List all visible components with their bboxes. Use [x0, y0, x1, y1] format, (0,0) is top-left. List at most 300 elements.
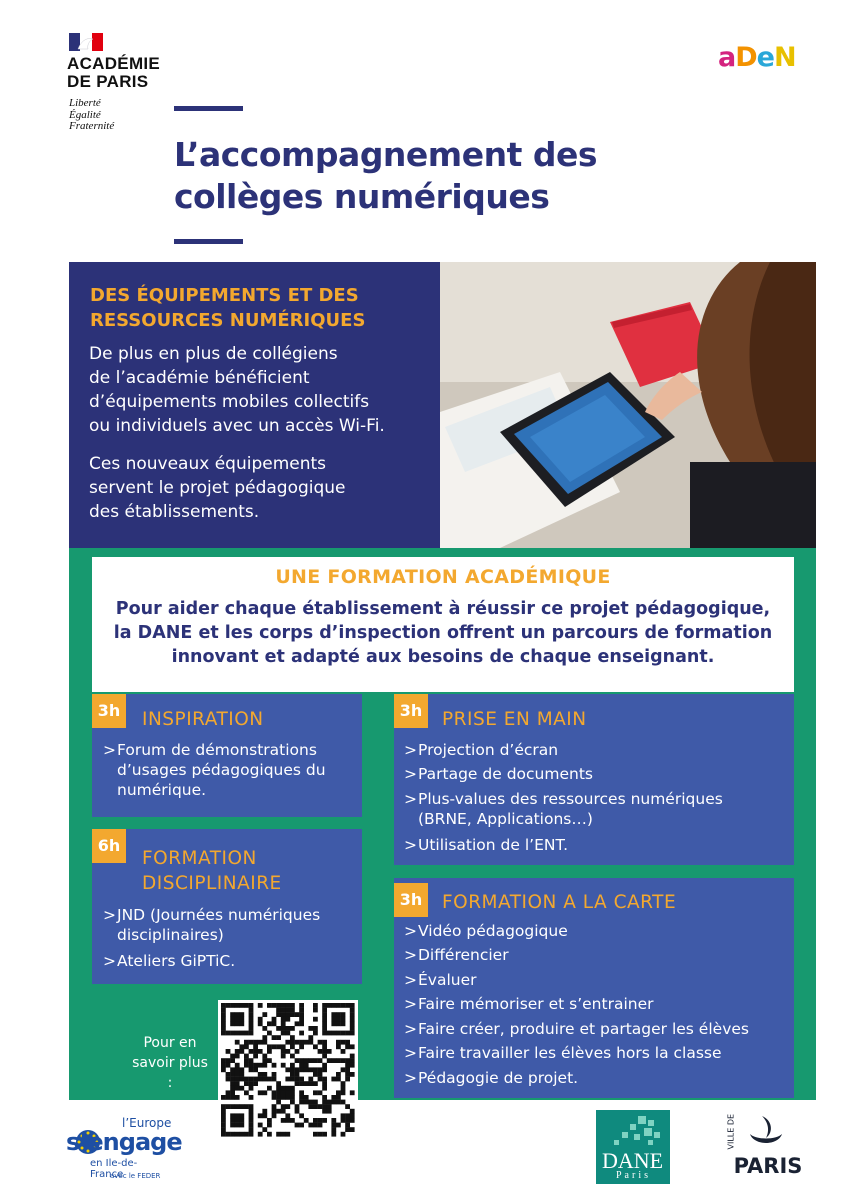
qr-module: [235, 1077, 240, 1082]
list-item: >Pédagogie de projet.: [404, 1069, 579, 1087]
qr-module: [249, 1081, 254, 1086]
qr-module: [331, 1118, 336, 1123]
qr-module: [327, 1058, 332, 1063]
qr-module: [226, 1132, 231, 1137]
qr-module: [299, 1031, 304, 1036]
qr-module: [281, 1109, 286, 1114]
qr-module: [290, 1003, 295, 1008]
qr-module: [322, 1003, 327, 1008]
qr-module: [226, 1072, 231, 1077]
qr-module: [267, 1086, 272, 1091]
qr-module: [249, 1077, 254, 1082]
qr-module: [295, 1109, 300, 1114]
list-item: >Projection d’écran: [404, 741, 559, 759]
qr-module: [272, 1095, 277, 1100]
qr-module: [276, 1081, 281, 1086]
qr-module: [230, 1031, 235, 1036]
qr-module: [322, 1040, 327, 1045]
equipment-paragraph-1: De plus en plus de collégiens de l’académie bénéficient d’équipements mobiles collectifs ou individuels avec un accès Wi-Fi.: [89, 344, 385, 436]
qr-module: [267, 1118, 272, 1123]
duration-badge: 6h: [92, 829, 126, 863]
qr-module: [345, 1118, 350, 1123]
qr-module: [226, 1090, 231, 1095]
qr-module: [345, 1058, 350, 1063]
qr-module: [272, 1109, 277, 1114]
qr-module: [267, 1058, 272, 1063]
qr-module: [281, 1118, 286, 1123]
qr-module: [313, 1044, 318, 1049]
qr-module: [318, 1132, 323, 1137]
qr-module: [290, 1100, 295, 1105]
qr-module: [350, 1008, 355, 1013]
list-item: >Ateliers GiPTiC.: [103, 952, 236, 970]
qr-module: [322, 1008, 327, 1013]
qr-module: [336, 1021, 341, 1026]
qr-module: [318, 1072, 323, 1077]
qr-module: [239, 1104, 244, 1109]
qr-module: [230, 1090, 235, 1095]
qr-module: [258, 1049, 263, 1054]
qr-module: [341, 1086, 346, 1091]
qr-module: [299, 1021, 304, 1026]
qr-module: [350, 1021, 355, 1026]
qr-module: [230, 1095, 235, 1100]
qr-module: [290, 1026, 295, 1031]
qr-module: [221, 1113, 226, 1118]
qr-module: [226, 1095, 231, 1100]
qr-module: [258, 1021, 263, 1026]
qr-module: [336, 1123, 341, 1128]
qr-module: [341, 1049, 346, 1054]
list-item: >Vidéo pédagogique: [404, 922, 568, 940]
qr-module: [285, 1003, 290, 1008]
qr-module: [285, 1077, 290, 1082]
qr-module: [281, 1049, 286, 1054]
qr-module: [253, 1049, 258, 1054]
qr-module: [235, 1072, 240, 1077]
qr-module: [249, 1017, 254, 1022]
qr-module: [281, 1095, 286, 1100]
qr-module: [239, 1012, 244, 1017]
qr-module: [244, 1081, 249, 1086]
title-rule-top: [174, 106, 243, 111]
qr-module: [221, 1031, 226, 1036]
qr-module: [276, 1035, 281, 1040]
qr-module: [221, 1003, 226, 1008]
qr-module: [304, 1040, 309, 1045]
qr-module: [249, 1049, 254, 1054]
qr-module: [239, 1123, 244, 1128]
qr-module: [322, 1063, 327, 1068]
qr-module: [313, 1003, 318, 1008]
qr-module: [290, 1054, 295, 1059]
duration-badge: 3h: [92, 694, 126, 728]
qr-module: [262, 1113, 267, 1118]
qr-code-icon: [218, 1000, 358, 1142]
qr-module: [290, 1086, 295, 1091]
qr-module: [276, 1044, 281, 1049]
qr-module: [258, 1072, 263, 1077]
europe-feder: avec le FEDER: [110, 1172, 161, 1180]
qr-module: [318, 1049, 323, 1054]
qr-module: [221, 1058, 226, 1063]
qr-module: [235, 1095, 240, 1100]
qr-module: [350, 1063, 355, 1068]
qr-module: [281, 1021, 286, 1026]
qr-module: [226, 1077, 231, 1082]
qr-module: [322, 1026, 327, 1031]
qr-module: [239, 1049, 244, 1054]
qr-module: [235, 1123, 240, 1128]
qr-module: [239, 1017, 244, 1022]
card-title: FORMATION A LA CARTE: [442, 892, 677, 913]
formation-description: Pour aider chaque établissement à réussir ce projet pédagogique, la DANE et les corps d’inspection offrent un parcours de formation innovant et adapté aux besoins de chaque enseignant.: [113, 599, 773, 667]
qr-module: [322, 1109, 327, 1114]
qr-module: [276, 1008, 281, 1013]
qr-module: [221, 1012, 226, 1017]
duration-badge: 3h: [394, 883, 428, 917]
paris-ship-icon: [728, 1110, 804, 1160]
qr-module: [290, 1077, 295, 1082]
qr-module: [244, 1003, 249, 1008]
europe-engage: s’engage: [66, 1128, 182, 1156]
card-title: FORMATION DISCIPLINAIRE: [142, 848, 282, 894]
qr-module: [285, 1118, 290, 1123]
qr-module: [235, 1132, 240, 1137]
qr-module: [249, 1008, 254, 1013]
qr-module: [244, 1044, 249, 1049]
student-tablet-illustration: [440, 262, 816, 548]
qr-module: [350, 1072, 355, 1077]
list-item: >Faire mémoriser et s’entrainer: [404, 995, 654, 1013]
qr-module: [308, 1040, 313, 1045]
qr-module: [253, 1044, 258, 1049]
qr-module: [276, 1132, 281, 1137]
ville-de-text: VILLE DE: [726, 1113, 736, 1150]
qr-module: [345, 1072, 350, 1077]
qr-module: [313, 1072, 318, 1077]
qr-module: [290, 1035, 295, 1040]
list-item: >Faire travailler les élèves hors la classe: [404, 1044, 722, 1062]
qr-module: [304, 1081, 309, 1086]
qr-module: [221, 1021, 226, 1026]
qr-module: [322, 1077, 327, 1082]
qr-module: [290, 1063, 295, 1068]
qr-module: [322, 1118, 327, 1123]
qr-module: [221, 1095, 226, 1100]
qr-module: [226, 1003, 231, 1008]
qr-module: [308, 1104, 313, 1109]
qr-module: [341, 1067, 346, 1072]
qr-module: [235, 1049, 240, 1054]
europe-line: l’Europe: [122, 1116, 172, 1130]
qr-module: [285, 1008, 290, 1013]
qr-module: [304, 1095, 309, 1100]
qr-module: [295, 1012, 300, 1017]
qr-module: [318, 1058, 323, 1063]
qr-module: [230, 1132, 235, 1137]
qr-module: [281, 1003, 286, 1008]
qr-module: [235, 1040, 240, 1045]
qr-module: [221, 1026, 226, 1031]
card-title: INSPIRATION: [142, 709, 264, 730]
qr-module: [226, 1049, 231, 1054]
qr-module: [262, 1054, 267, 1059]
qr-module: [345, 1127, 350, 1132]
qr-module: [244, 1077, 249, 1082]
qr-module: [276, 1086, 281, 1091]
qr-module: [249, 1132, 254, 1137]
qr-module: [230, 1118, 235, 1123]
qr-module: [221, 1008, 226, 1013]
qr-module: [281, 1017, 286, 1022]
qr-module: [235, 1081, 240, 1086]
qr-module: [318, 1077, 323, 1082]
qr-module: [350, 1090, 355, 1095]
qr-module: [331, 1095, 336, 1100]
qr-module: [276, 1095, 281, 1100]
qr-module: [331, 1012, 336, 1017]
qr-module: [331, 1017, 336, 1022]
dane-text: DANE: [602, 1148, 664, 1173]
qr-module: [221, 1127, 226, 1132]
duration-badge: 3h: [394, 694, 428, 728]
qr-module: [253, 1077, 258, 1082]
qr-module: [230, 1123, 235, 1128]
qr-module: [258, 1063, 263, 1068]
qr-module: [230, 1077, 235, 1082]
qr-module: [318, 1090, 323, 1095]
qr-module: [313, 1090, 318, 1095]
qr-module: [285, 1104, 290, 1109]
qr-module: [327, 1049, 332, 1054]
qr-module: [285, 1090, 290, 1095]
qr-module: [290, 1044, 295, 1049]
qr-module: [276, 1109, 281, 1114]
dane-logo: [596, 1110, 670, 1184]
qr-module: [350, 1058, 355, 1063]
qr-module: [290, 1012, 295, 1017]
qr-module: [336, 1072, 341, 1077]
qr-module: [304, 1100, 309, 1105]
qr-module: [290, 1040, 295, 1045]
qr-module: [336, 1058, 341, 1063]
qr-module: [308, 1058, 313, 1063]
list-item: >Faire créer, produire et partager les élèves: [404, 1020, 749, 1038]
qr-module: [299, 1095, 304, 1100]
paris-text: PARIS: [733, 1154, 803, 1178]
qr-module: [230, 1054, 235, 1059]
qr-module: [318, 1104, 323, 1109]
qr-module: [341, 1118, 346, 1123]
qr-module: [272, 1090, 277, 1095]
qr-module: [308, 1100, 313, 1105]
qr-module: [350, 1044, 355, 1049]
aden-letter: e: [756, 42, 774, 73]
qr-module: [221, 1123, 226, 1128]
list-item: >Plus-values des ressources numériques (BRNE, Applications…): [404, 790, 723, 828]
qr-module: [249, 1021, 254, 1026]
qr-module: [322, 1086, 327, 1091]
qr-module: [272, 1021, 277, 1026]
qr-module: [295, 1058, 300, 1063]
marianne-logo-icon: [69, 33, 103, 51]
qr-module: [345, 1040, 350, 1045]
qr-module: [295, 1072, 300, 1077]
qr-module: [235, 1086, 240, 1091]
qr-module: [262, 1035, 267, 1040]
qr-module: [221, 1109, 226, 1114]
qr-module: [253, 1063, 258, 1068]
qr-module: [290, 1095, 295, 1100]
qr-module: [322, 1067, 327, 1072]
qr-module: [285, 1113, 290, 1118]
qr-module: [235, 1021, 240, 1026]
qr-module: [336, 1100, 341, 1105]
qr-module: [327, 1031, 332, 1036]
qr-module: [295, 1067, 300, 1072]
qr-module: [249, 1127, 254, 1132]
qr-module: [313, 1100, 318, 1105]
qr-module: [285, 1017, 290, 1022]
qr-module: [235, 1017, 240, 1022]
qr-module: [290, 1090, 295, 1095]
qr-module: [235, 1054, 240, 1059]
qr-module: [295, 1049, 300, 1054]
qr-module: [262, 1058, 267, 1063]
qr-module: [350, 1113, 355, 1118]
qr-module: [322, 1132, 327, 1137]
dane-pixels-icon: [604, 1114, 664, 1148]
aden-letter: D: [735, 42, 757, 73]
qr-module: [249, 1031, 254, 1036]
qr-module: [345, 1077, 350, 1082]
qr-module: [249, 1003, 254, 1008]
qr-module: [253, 1067, 258, 1072]
qr-module: [221, 1063, 226, 1068]
qr-module: [249, 1012, 254, 1017]
qr-module: [322, 1049, 327, 1054]
qr-module: [318, 1040, 323, 1045]
qr-module: [331, 1132, 336, 1137]
qr-module: [322, 1031, 327, 1036]
qr-module: [249, 1040, 254, 1045]
qr-module: [221, 1104, 226, 1109]
qr-module: [239, 1044, 244, 1049]
qr-module: [267, 1132, 272, 1137]
qr-module: [322, 1021, 327, 1026]
qr-module: [341, 1132, 346, 1137]
qr-module: [235, 1104, 240, 1109]
qr-module: [244, 1031, 249, 1036]
qr-module: [253, 1081, 258, 1086]
qr-module: [322, 1104, 327, 1109]
qr-module: [308, 1035, 313, 1040]
qr-module: [308, 1067, 313, 1072]
qr-module: [336, 1095, 341, 1100]
qr-module: [313, 1104, 318, 1109]
qr-module: [281, 1012, 286, 1017]
qr-module: [239, 1086, 244, 1091]
dane-paris-text: Paris: [616, 1170, 651, 1181]
qr-module: [230, 1072, 235, 1077]
qr-module: [313, 1026, 318, 1031]
qr-module: [262, 1072, 267, 1077]
qr-code[interactable]: [218, 1000, 358, 1142]
qr-module: [336, 1031, 341, 1036]
qr-module: [272, 1035, 277, 1040]
qr-module: [322, 1100, 327, 1105]
qr-module: [272, 1063, 277, 1068]
qr-module: [345, 1067, 350, 1072]
qr-module: [267, 1049, 272, 1054]
qr-module: [249, 1118, 254, 1123]
qr-module: [267, 1003, 272, 1008]
qr-module: [299, 1017, 304, 1022]
qr-module: [258, 1113, 263, 1118]
qr-module: [322, 1054, 327, 1059]
qr-module: [322, 1095, 327, 1100]
qr-module: [322, 1012, 327, 1017]
qr-module: [249, 1109, 254, 1114]
aden-letter: a: [718, 42, 736, 73]
qr-module: [258, 1132, 263, 1137]
qr-module: [285, 1086, 290, 1091]
qr-module: [308, 1077, 313, 1082]
equipment-heading: DES ÉQUIPEMENTS ET DES RESSOURCES NUMÉRIQUES: [90, 285, 366, 331]
qr-module: [272, 1077, 277, 1082]
qr-module: [299, 1058, 304, 1063]
qr-module: [235, 1118, 240, 1123]
academy-name: ACADÉMIE DE PARIS: [67, 54, 161, 91]
qr-module: [272, 1017, 277, 1022]
qr-module: [299, 1012, 304, 1017]
qr-module: [258, 1040, 263, 1045]
qr-module: [295, 1104, 300, 1109]
qr-module: [313, 1123, 318, 1128]
qr-module: [262, 1012, 267, 1017]
qr-module: [299, 1123, 304, 1128]
qr-module: [262, 1040, 267, 1045]
qr-module: [239, 1021, 244, 1026]
qr-module: [350, 1003, 355, 1008]
qr-module: [272, 1072, 277, 1077]
qr-module: [230, 1017, 235, 1022]
qr-module: [244, 1104, 249, 1109]
qr-module: [318, 1118, 323, 1123]
qr-module: [313, 1081, 318, 1086]
qr-module: [226, 1058, 231, 1063]
qr-module: [350, 1127, 355, 1132]
qr-module: [336, 1044, 341, 1049]
qr-module: [249, 1086, 254, 1091]
qr-module: [249, 1067, 254, 1072]
page-title: L’accompagnement des collèges numériques: [174, 135, 597, 216]
qr-module: [350, 1054, 355, 1059]
qr-module: [350, 1118, 355, 1123]
qr-module: [258, 1003, 263, 1008]
qr-module: [295, 1077, 300, 1082]
qr-module: [221, 1118, 226, 1123]
qr-module: [299, 1090, 304, 1095]
qr-module: [295, 1021, 300, 1026]
qr-module: [327, 1100, 332, 1105]
qr-module: [276, 1012, 281, 1017]
qr-module: [226, 1104, 231, 1109]
qr-module: [267, 1044, 272, 1049]
qr-module: [230, 1081, 235, 1086]
qr-module: [276, 1003, 281, 1008]
